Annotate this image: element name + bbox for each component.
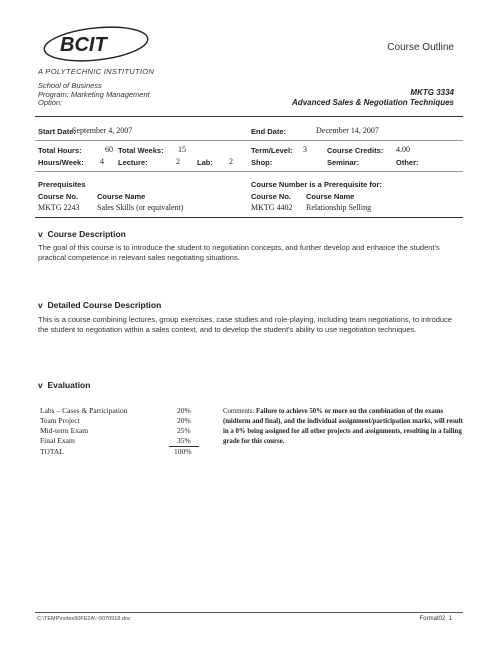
course-description-heading: v Course Description <box>38 229 126 239</box>
term-level: 3 <box>303 145 307 154</box>
hours-week-label: Hours/Week: <box>38 158 84 167</box>
prereq-col-name: Course Name <box>97 192 146 201</box>
course-code: MKTG 3334 <box>410 88 454 97</box>
other-label: Other: <box>396 158 419 167</box>
program-name: Program: Marketing Management <box>38 89 150 99</box>
course-credits-label: Course Credits: <box>327 146 384 155</box>
total-weeks-label: Total Weeks: <box>118 146 164 155</box>
prereq-for-course-name: Relationship Selling <box>306 203 372 212</box>
end-date: December 14, 2007 <box>316 126 379 135</box>
course-description-text: The goal of this course is to introduce the student to negotiation concepts, and further develop and enhance the student's practical competence in relevant sales negotiating situations. <box>38 243 440 262</box>
divider <box>35 140 463 141</box>
eval-item: Mid-term Exam <box>40 426 89 435</box>
start-date-label: Start Date: <box>38 127 76 136</box>
logo-text: BCIT <box>60 34 107 56</box>
divider <box>35 116 463 117</box>
lecture-label: Lecture: <box>118 158 148 167</box>
eval-pct: 100% <box>174 447 192 456</box>
prereq-course-no: MKTG 2243 <box>38 203 80 212</box>
lab: 2 <box>229 157 233 166</box>
bcit-logo <box>38 22 158 70</box>
start-date: September 4, 2007 <box>72 126 133 135</box>
lecture: 2 <box>176 157 180 166</box>
eval-item: Labs – Cases & Participation <box>40 406 128 415</box>
eval-pct: 25% <box>177 426 191 435</box>
detailed-description-heading: v Detailed Course Description <box>38 300 162 310</box>
tagline: A POLYTECHNIC INSTITUTION <box>38 67 155 76</box>
eval-pct: 20% <box>177 416 191 425</box>
school-block <box>38 82 150 108</box>
comments-label: Comments: <box>223 408 255 415</box>
eval-item: TOTAL <box>40 447 64 456</box>
hours-week: 4 <box>100 157 104 166</box>
detailed-description-text: This is a course combining lectures, group exercises, case studies and role-playing, including team negotiations, to introduce the student to negotiation within a sales context, and to develop the student's ability to use negotiation techniques. <box>38 315 452 334</box>
prereq-course-name: Sales Skills (or equivalent) <box>97 203 184 212</box>
prereq-col-no: Course No. <box>38 192 79 201</box>
eval-pct: 20% <box>177 406 191 415</box>
course-id-block <box>292 88 454 108</box>
course-title: Advanced Sales & Negotiation Techniques <box>292 98 454 107</box>
end-date-label: End Date: <box>251 127 287 136</box>
bullet-v: v <box>38 229 48 239</box>
school-name: School of Business <box>38 81 102 90</box>
evaluation-comments <box>223 407 463 447</box>
shop-label: Shop: <box>251 158 273 167</box>
term-level-label: Term/Level: <box>251 146 293 155</box>
prereq-heading: Prerequisites <box>38 180 86 189</box>
footer-page <box>420 616 452 622</box>
bullet-v: v <box>38 380 48 390</box>
total-weeks: 15 <box>178 145 186 154</box>
prereq-for-heading: Course Number is a Prerequisite for: <box>251 180 382 189</box>
doc-type: Course Outline <box>387 42 454 53</box>
footer-path: C:\TEMP\notes90FE2A\~9070918.doc <box>37 616 131 622</box>
footer-page-label: Format02 <box>419 616 446 622</box>
page-number: 1 <box>448 616 452 622</box>
divider <box>35 217 463 218</box>
option-label: Option: <box>38 98 63 107</box>
eval-item: Final Exam <box>40 436 75 445</box>
course-credits: 4.00 <box>396 145 410 154</box>
divider <box>35 171 463 172</box>
eval-pct: 35% <box>177 436 191 445</box>
total-hours-label: Total Hours: <box>38 146 82 155</box>
prereq-for-course-no: MKTG 4402 <box>251 203 293 212</box>
total-hours: 60 <box>105 145 113 154</box>
lab-label: Lab: <box>197 158 213 167</box>
eval-item: Team Project <box>40 416 80 425</box>
comments-text: Failure to achieve 50% or more on the combination of the exams (midterm and final), and the individual assignment/participation marks, will result in a 0% being assigned for all other projects and assignments, resulting in a failing grade for this course. <box>223 408 463 445</box>
seminar-label: Seminar: <box>327 158 360 167</box>
footer-divider <box>35 612 463 613</box>
bullet-v: v <box>38 300 48 310</box>
evaluation-heading: v Evaluation <box>38 380 91 390</box>
prereq-for-col-no: Course No. <box>251 192 292 201</box>
prereq-for-col-name: Course Name <box>306 192 355 201</box>
